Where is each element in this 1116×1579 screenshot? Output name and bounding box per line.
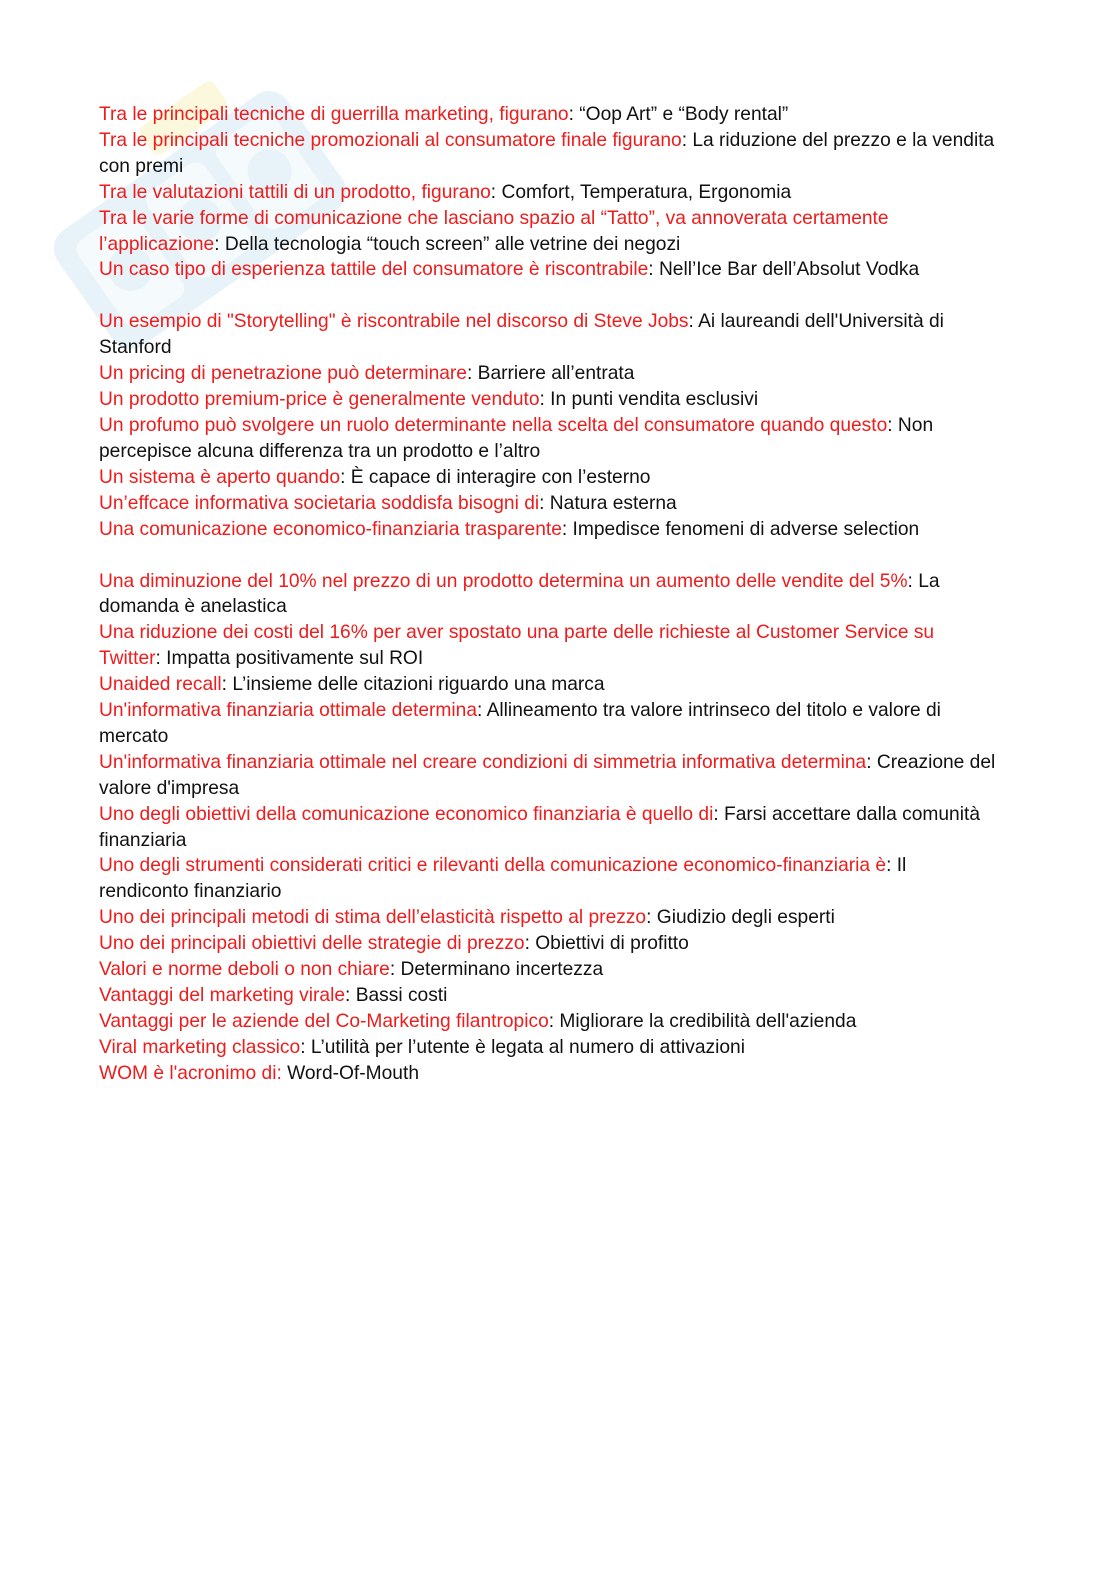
answer-text: : È capace di interagire con l’esterno	[340, 466, 651, 488]
qa-entry	[99, 413, 999, 465]
question-text: Un'informativa finanziaria ottimale nel creare condizioni di simmetria informativa determina	[99, 751, 867, 773]
answer-text: : Il rendiconto finanziario	[99, 855, 907, 903]
answer-text: : Giudizio degli esperti	[646, 907, 835, 929]
qa-entry	[99, 1061, 999, 1087]
qa-entry	[99, 802, 999, 854]
answer-text: : Determinano incertezza	[389, 959, 604, 981]
answer-text: : Allineamento tra valore intrinseco del titolo e valore di mercato	[99, 700, 941, 747]
question-text: Uno degli strumenti considerati critici e rilevanti della comunicazione economico-finanziaria è	[99, 855, 887, 877]
answer-text: : In punti vendita esclusivi	[539, 389, 759, 411]
qa-entry	[99, 853, 999, 905]
qa-entry	[99, 1009, 999, 1035]
qa-entry	[99, 180, 999, 206]
qa-entry	[99, 128, 999, 180]
question-text: Un esempio di "Storytelling" è riscontrabile nel discorso di Steve Jobs	[99, 311, 689, 333]
question-text: Valori e norme deboli o non chiare	[99, 959, 390, 981]
qa-entry	[99, 931, 999, 957]
answer-text: : Barriere all’entrata	[466, 363, 635, 385]
qa-entry	[99, 1035, 999, 1061]
answer-text: : La domanda è anelastica	[99, 570, 940, 618]
question-text: Una riduzione dei costi del 16% per aver spostato una parte delle richieste al Customer Service su Twitter	[99, 622, 935, 670]
answer-text: : La riduzione del prezzo e la vendita con premi	[99, 129, 995, 177]
qa-entry	[99, 957, 999, 983]
answer-text: : Ai laureandi dell'Università di Stanford	[99, 311, 944, 359]
answer-text: : Natura esterna	[539, 492, 677, 514]
qa-entry	[99, 361, 999, 387]
question-text: Vantaggi per le aziende del Co-Marketing filantropico	[99, 1010, 549, 1032]
question-text: Una comunicazione economico-finanziaria trasparente	[99, 518, 562, 540]
answer-text: : Creazione del valore d'impresa	[99, 751, 996, 799]
qa-entry	[99, 517, 999, 543]
answer-text: : Farsi accettare dalla comunità finanziaria	[99, 803, 980, 851]
qa-entry	[99, 569, 999, 621]
question-text: Uno degli obiettivi della comunicazione economico finanziaria è quello di	[99, 803, 714, 825]
qa-entry	[99, 905, 999, 931]
answer-text: : Migliorare la credibilità dell'azienda	[548, 1010, 857, 1032]
qa-entry	[99, 620, 999, 672]
answer-text: : Impedisce fenomeni di adverse selection	[561, 518, 920, 540]
question-text: Tra le valutazioni tattili di un prodotto, figurano	[99, 181, 491, 203]
answer-text: Word-Of-Mouth	[281, 1062, 419, 1084]
question-text: Viral marketing classico	[99, 1036, 301, 1058]
question-text: Uno dei principali obiettivi delle strategie di prezzo	[99, 933, 525, 955]
question-text: Un prodotto premium-price è generalmente venduto	[99, 389, 540, 411]
qa-entry	[99, 465, 999, 491]
question-text: Un’effcace informativa societaria soddisfa bisogni di	[99, 492, 540, 514]
answer-text: : Della tecnologia “touch screen” alle vetrine dei negozi	[214, 233, 681, 255]
answer-text: : Impatta positivamente sul ROI	[155, 648, 424, 670]
answer-text: : Nell’Ice Bar dell’Absolut Vodka	[648, 259, 920, 281]
question-text: Tra le principali tecniche di guerrilla marketing, figurano	[99, 104, 569, 125]
qa-entry	[99, 257, 999, 283]
question-text: Uno dei principali metodi di stima dell’elasticità rispetto al prezzo	[99, 907, 647, 929]
qa-entry	[99, 698, 999, 750]
qa-list	[99, 102, 999, 1087]
qa-entry	[99, 206, 999, 258]
question-text: Vantaggi del marketing virale	[99, 985, 346, 1006]
question-text: WOM è l'acronimo di:	[99, 1062, 282, 1084]
answer-text: : “Oop Art” e “Body rental”	[568, 104, 789, 125]
answer-text: : Comfort, Temperatura, Ergonomia	[490, 181, 792, 203]
answer-text: : Bassi costi	[345, 985, 448, 1006]
answer-text: : Obiettivi di profitto	[524, 933, 689, 955]
question-text: Un sistema è aperto quando	[99, 466, 341, 488]
question-text: Tra le principali tecniche promozionali al consumatore finale figurano	[99, 129, 682, 151]
question-text: Una diminuzione del 10% nel prezzo di un prodotto determina un aumento delle vendite del 5%	[99, 570, 908, 592]
question-text: Tra le varie forme di comunicazione che lasciano spazio al “Tatto”, va annoverata certamente l’applicazione	[99, 207, 889, 255]
question-text: Un pricing di penetrazione può determinare	[99, 363, 467, 385]
question-text: Un caso tipo di esperienza tattile del consumatore è riscontrabile	[99, 259, 649, 281]
qa-entry	[99, 309, 999, 361]
section-gap	[99, 283, 999, 309]
qa-entry	[99, 102, 999, 128]
section-gap	[99, 543, 999, 569]
qa-entry	[99, 491, 999, 517]
qa-entry	[99, 983, 999, 1009]
question-text: Un profumo può svolgere un ruolo determinante nella scelta del consumatore quando questo	[99, 414, 888, 436]
question-text: Un'informativa finanziaria ottimale determina	[99, 700, 477, 722]
answer-text: : L’insieme delle citazioni riguardo una marca	[221, 674, 605, 696]
question-text: Unaided recall	[99, 674, 222, 696]
answer-text: : L’utilità per l’utente è legata al numero di attivazioni	[300, 1036, 745, 1058]
qa-entry	[99, 672, 999, 698]
qa-entry	[99, 750, 999, 802]
qa-entry	[99, 387, 999, 413]
answer-text: : Non percepisce alcuna differenza tra un prodotto e l’altro	[99, 414, 934, 462]
